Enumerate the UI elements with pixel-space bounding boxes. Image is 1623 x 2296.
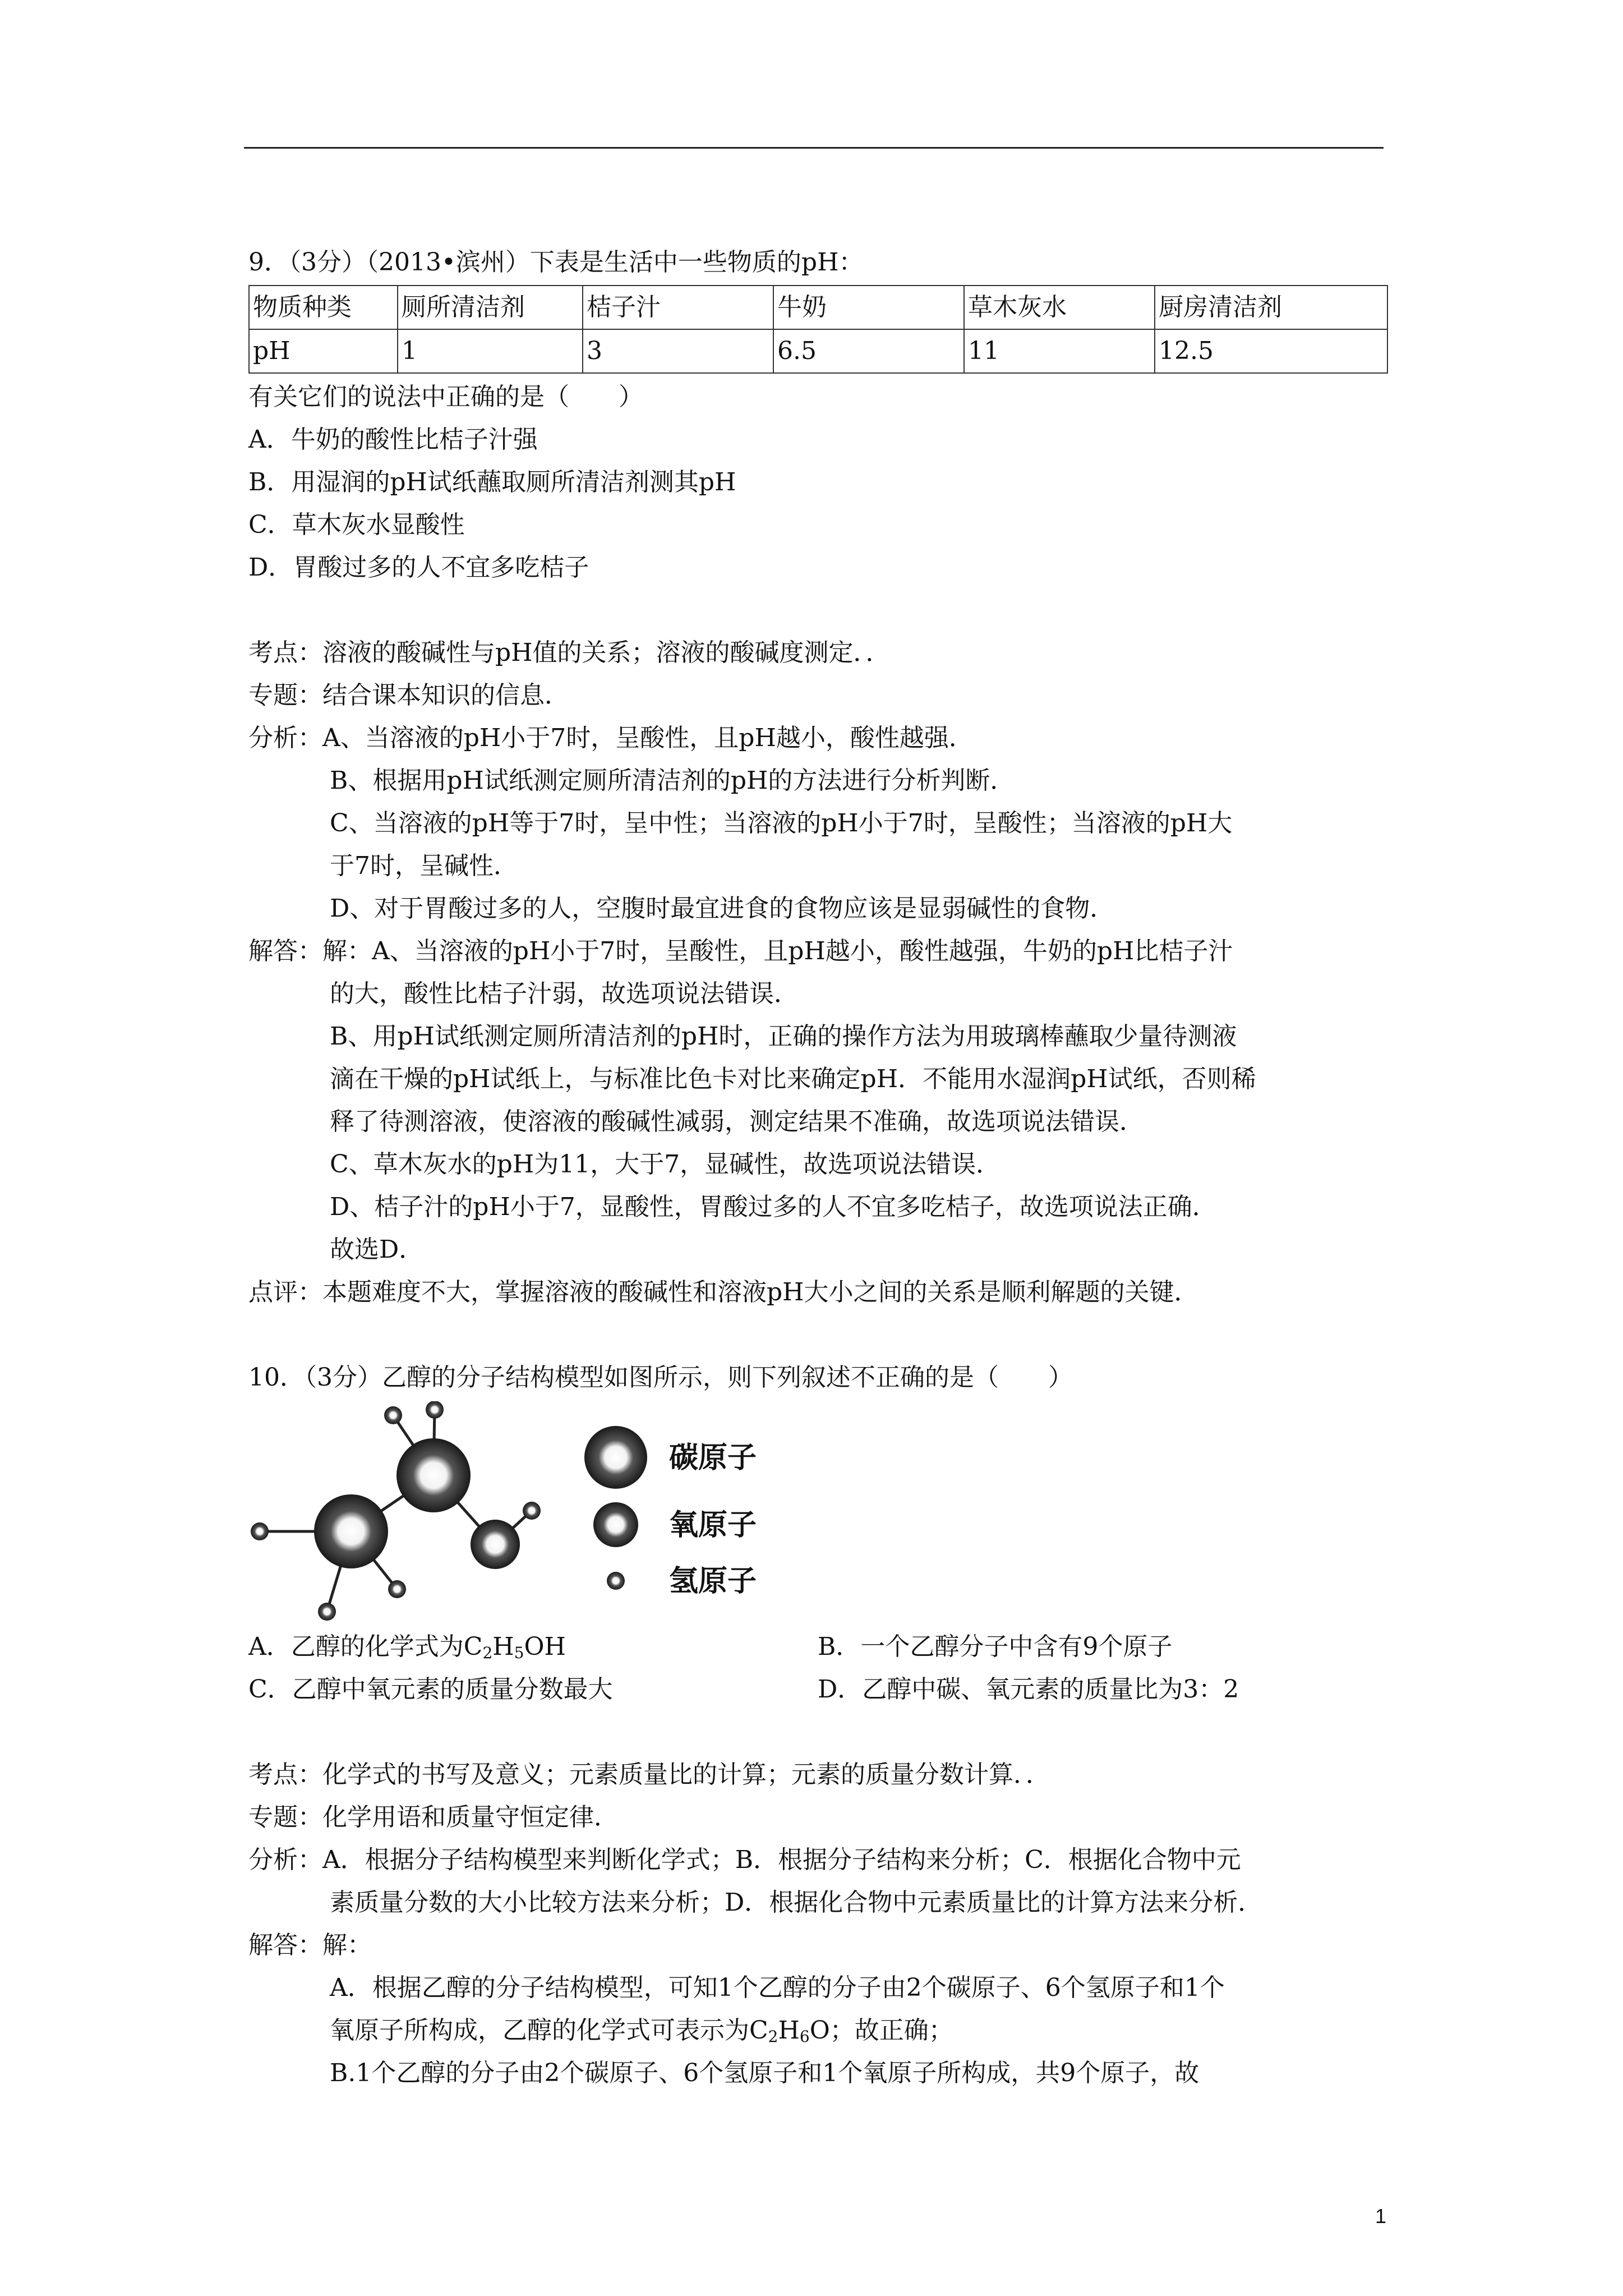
q9-zhuanti: 专题：结合课本知识的信息． bbox=[248, 681, 569, 710]
table-cell: 厨房清洁剂 bbox=[1155, 286, 1387, 329]
q9-option-a: A．牛奶的酸性比桔子汁强 bbox=[248, 425, 538, 454]
content bbox=[248, 241, 1387, 2095]
q9-fenxi-line: 分析：A、当溶液的pH小于7时，呈酸性，且pH越小，酸性越强． bbox=[248, 724, 974, 752]
table-cell: 3 bbox=[583, 329, 773, 373]
q10-jieda-line: B.1个乙醇的分子由2个碳原子、6个氢原子和1个氧原子所构成，共9个原子，故 bbox=[330, 2059, 1200, 2087]
table-header-row bbox=[249, 286, 1387, 329]
q10-kaodian: 考点：化学式的书写及意义；元素质量比的计算；元素的质量分数计算．． bbox=[248, 1760, 1050, 1789]
q9-option-b: B．用湿润的pH试纸蘸取厕所清洁剂测其pH bbox=[248, 468, 736, 496]
table-cell: 桔子汁 bbox=[583, 286, 773, 329]
table-cell: 11 bbox=[964, 329, 1155, 373]
q9-jieda-line: 的大，酸性比桔子汁弱，故选项说法错误． bbox=[330, 979, 799, 1008]
legend-symbols bbox=[584, 1426, 647, 1590]
q9-jieda-line: 释了待测溶液，使溶液的酸碱性减弱，测定结果不准确，故选项说法错误． bbox=[330, 1107, 1144, 1136]
page-number: 1 bbox=[1375, 2205, 1387, 2228]
q10-stem: 10．（3分）乙醇的分子结构模型如图所示，则下列叙述不正确的是（ ） bbox=[248, 1363, 1073, 1392]
q9-fenxi-line: C、当溶液的pH等于7时，呈中性；当溶液的pH小于7时，呈酸性；当溶液的pH大 bbox=[330, 809, 1233, 838]
table-row bbox=[249, 329, 1387, 373]
table-cell: 12.5 bbox=[1155, 329, 1387, 373]
q10-jieda-head: 解答：解： bbox=[248, 1931, 372, 1959]
q9-fenxi-line: 于7时，呈碱性． bbox=[330, 852, 518, 880]
table-cell: 1 bbox=[398, 329, 583, 373]
q9-dianping: 点评：本题难度不大，掌握溶液的酸碱性和溶液pH大小之间的关系是顺利解题的关键． bbox=[248, 1278, 1199, 1306]
q10-options-row-1 bbox=[248, 1626, 1387, 1668]
q10-fenxi-line: 分析：A．根据分子结构模型来判断化学式；B．根据分子结构来分析；C．根据化合物中元 bbox=[248, 1846, 1241, 1874]
q10-option-b: B．一个乙醇分子中含有9个原子 bbox=[818, 1632, 1173, 1661]
q10-zhuanti: 专题：化学用语和质量守恒定律． bbox=[248, 1803, 619, 1832]
q10-option-a: A．乙醇的化学式为$C_2H_5OH$ bbox=[248, 1632, 566, 1662]
q10-jieda-line: 氧原子所构成，乙醇的化学式可表示为$C_2H_6O$；故正确； bbox=[330, 2016, 953, 2046]
table-cell: 牛奶 bbox=[773, 286, 964, 329]
q9-option-d: D．胃酸过多的人不宜多吃桔子 bbox=[248, 553, 589, 582]
q9-fenxi-line: D、对于胃酸过多的人，空腹时最宜进食的食物应该是显弱碱性的食物． bbox=[330, 894, 1115, 923]
q9-jieda-line: B、用pH试纸测定厕所清洁剂的pH时，正确的操作方法为用玻璃棒蘸取少量待测液 bbox=[330, 1022, 1237, 1051]
q9-jieda-line: D、桔子汁的pH小于7，显酸性，胃酸过多的人不宜多吃桔子，故选项说法正确． bbox=[330, 1193, 1217, 1221]
q9-jieda-line: 故选D． bbox=[330, 1235, 424, 1264]
table-cell: 草木灰水 bbox=[964, 286, 1155, 329]
table-cell: 6.5 bbox=[773, 329, 964, 373]
q9-stem: 9．（3分）（2013•滨州）下表是生活中一些物质的pH： bbox=[248, 248, 864, 277]
header-rule bbox=[244, 147, 1384, 149]
molecule-atoms bbox=[251, 1401, 541, 1621]
table-cell: 厕所清洁剂 bbox=[398, 286, 583, 329]
q10-fenxi-line: 素质量分数的大小比较方法来分析；D．根据化合物中元素质量比的计算方法来分析． bbox=[330, 1888, 1263, 1917]
legend-hydrogen: 氢原子 bbox=[669, 1565, 757, 1598]
ph-table bbox=[248, 285, 1388, 374]
q9-jieda-line: 滴在干燥的pH试纸上，与标准比色卡对比来确定pH．不能用水湿润pH试纸，否则稀 bbox=[330, 1065, 1256, 1093]
q9-question: 有关它们的说法中正确的是（ ） bbox=[248, 383, 643, 411]
table-cell: pH bbox=[249, 329, 398, 373]
q10-option-c: C．乙醇中氧元素的质量分数最大 bbox=[248, 1675, 613, 1704]
q9-kaodian: 考点：溶液的酸碱性与pH值的关系；溶液的酸碱度测定．． bbox=[248, 638, 891, 667]
q10-jieda-line: A．根据乙醇的分子结构模型，可知1个乙醇的分子由2个碳原子、6个氢原子和1个 bbox=[330, 1973, 1225, 2002]
legend-oxygen: 氧原子 bbox=[669, 1508, 757, 1542]
q9-fenxi-line: B、根据用pH试纸测定厕所清洁剂的pH的方法进行分析判断． bbox=[330, 766, 1015, 795]
q9-jieda-line: 解答：解：A、当溶液的pH小于7时，呈酸性，且pH越小，酸性越强，牛奶的pH比桔子汁 bbox=[248, 937, 1233, 965]
ethanol-model-figure bbox=[248, 1401, 809, 1626]
q10-options-row-2 bbox=[248, 1668, 1387, 1711]
q9-option-c: C．草木灰水显酸性 bbox=[248, 510, 465, 539]
ethanol-molecule-diagram bbox=[248, 1401, 809, 1626]
q9-jieda-line: C、草木灰水的pH为11，大于7，显碱性，故选项说法错误． bbox=[330, 1150, 1001, 1179]
legend-carbon: 碳原子 bbox=[669, 1441, 757, 1475]
q10-option-d: D．乙醇中碳、氧元素的质量比为3：2 bbox=[818, 1675, 1239, 1704]
table-cell: 物质种类 bbox=[249, 286, 398, 329]
